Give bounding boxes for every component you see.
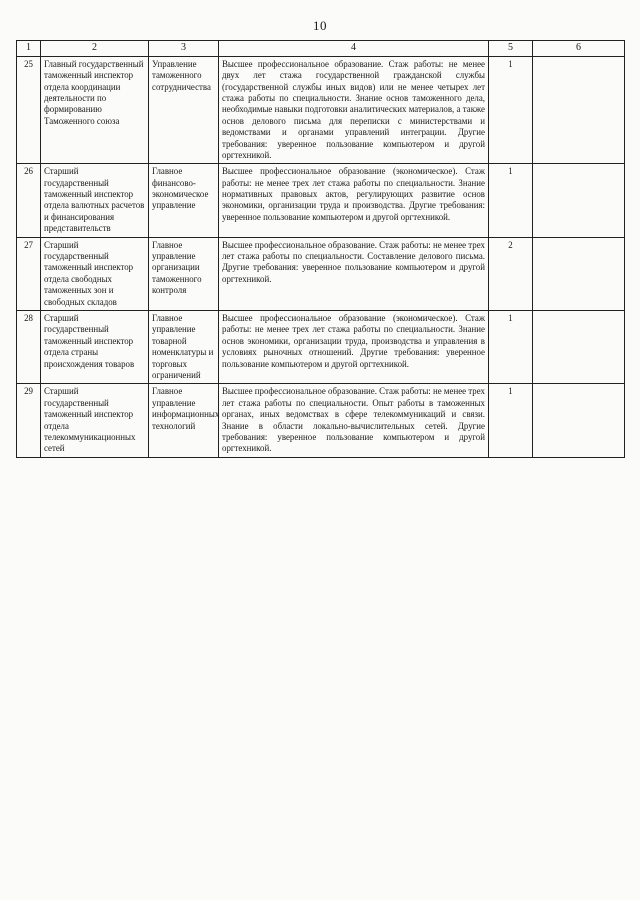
vacancy-count: 1 <box>489 384 533 457</box>
position-title: Старший государственный таможенный инспектор отдела телекоммуникационных сетей <box>41 384 149 457</box>
table-row <box>17 164 625 237</box>
vacancy-count: 2 <box>489 237 533 310</box>
note-cell <box>533 384 625 457</box>
position-title: Старший государственный таможенный инспектор отдела страны происхождения товаров <box>41 311 149 384</box>
column-header-4: 4 <box>219 41 489 57</box>
department-name: Главное управление организации таможенного контроля <box>149 237 219 310</box>
department-name: Главное управление товарной номенклатуры и торговых ограничений <box>149 311 219 384</box>
column-header-3: 3 <box>149 41 219 57</box>
vacancy-count: 1 <box>489 56 533 164</box>
department-name: Управление таможенного сотрудничества <box>149 56 219 164</box>
qualification-requirements: Высшее профессиональное образование (экономическое). Стаж работы: не менее трех лет стажа работы по специальности. Знание основ экономики, организации труда, производства и управления в условиях рыночных отношений. Другие требования: уверенное пользование компьютером и другой оргтехникой. <box>219 311 489 384</box>
position-title: Старший государственный таможенный инспектор отдела валютных расчетов и финансирования представительств <box>41 164 149 237</box>
position-title: Старший государственный таможенный инспектор отдела свободных таможенных зон и свободных складов <box>41 237 149 310</box>
table-row <box>17 311 625 384</box>
note-cell <box>533 56 625 164</box>
department-name: Главное управление информационных технологий <box>149 384 219 457</box>
vacancy-count: 1 <box>489 311 533 384</box>
table-row <box>17 56 625 164</box>
row-number: 27 <box>17 237 41 310</box>
row-number: 28 <box>17 311 41 384</box>
vacancy-count: 1 <box>489 164 533 237</box>
column-header-6: 6 <box>533 41 625 57</box>
qualification-requirements: Высшее профессиональное образование. Стаж работы: не менее трех лет стажа работы по специальности. Составление делового письма. Другие требования: уверенное пользование компьютером и другой оргтехникой. <box>219 237 489 310</box>
column-header-2: 2 <box>41 41 149 57</box>
row-number: 26 <box>17 164 41 237</box>
qualification-requirements: Высшее профессиональное образование. Стаж работы: не менее трех лет стажа работы по специальности. Опыт работы в таможенных органах, иных ведомствах в сфере телекоммуникаций и связи. Знание в области локально-вычислительных сетей. Другие требования: уверенное пользование компьютером и другой оргтехникой. <box>219 384 489 457</box>
row-number: 29 <box>17 384 41 457</box>
column-header-5: 5 <box>489 41 533 57</box>
table-row <box>17 384 625 457</box>
column-header-1: 1 <box>17 41 41 57</box>
vacancy-table <box>16 40 625 458</box>
table-row <box>17 237 625 310</box>
row-number: 25 <box>17 56 41 164</box>
page-number: 10 <box>313 18 327 33</box>
note-cell <box>533 164 625 237</box>
column-number-row <box>17 41 625 57</box>
position-title: Главный государственный таможенный инспектор отдела координации деятельности по формированию Таможенного союза <box>41 56 149 164</box>
note-cell <box>533 311 625 384</box>
qualification-requirements: Высшее профессиональное образование (экономическое). Стаж работы: не менее трех лет стажа работы по специальности. Знание нормативных правовых актов, регулирующих развитие основ экономики, организации труда и производства. Другие требования: уверенное пользование компьютером и другой оргтехникой. <box>219 164 489 237</box>
qualification-requirements: Высшее профессиональное образование. Стаж работы: не менее двух лет стажа государственной гражданской службы (государственной службы иных видов) или не менее четырех лет стажа работы по специальности. Знание основ таможенного дела, необходимые навыки подготовки аналитических материалов, а также основ делового письма для переписки с министерствами и ведомствами и органами управлений интеграции. Другие требования: уверенное пользование компьютером и другой оргтехникой. <box>219 56 489 164</box>
department-name: Главное финансово-экономическое управление <box>149 164 219 237</box>
note-cell <box>533 237 625 310</box>
